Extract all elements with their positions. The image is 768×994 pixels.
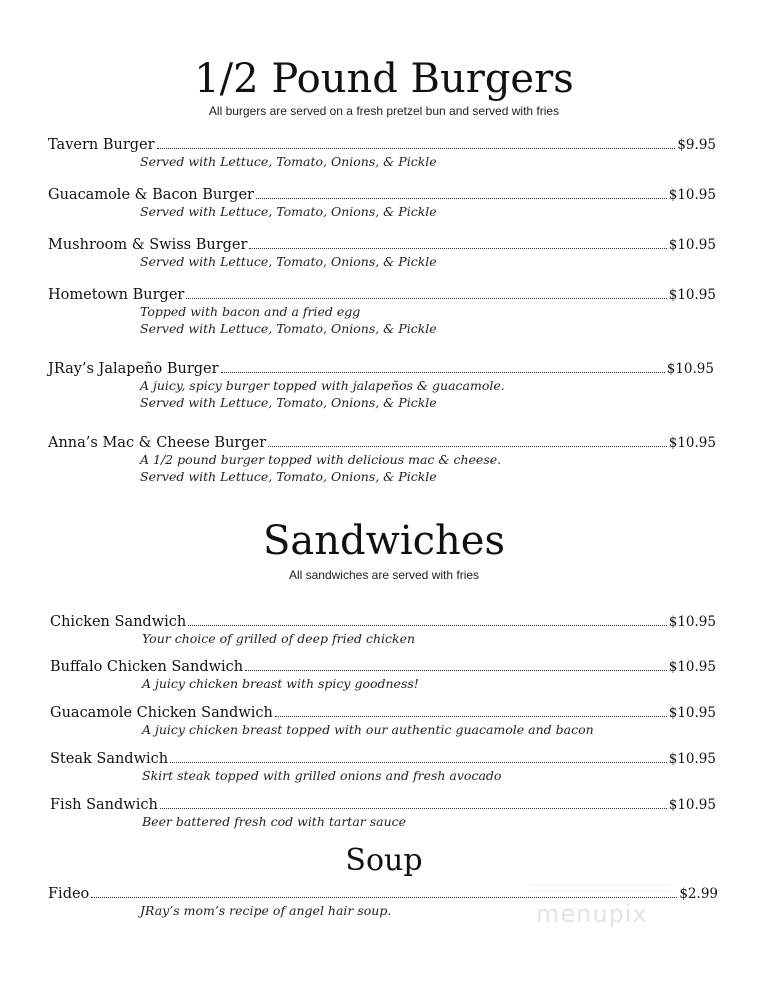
item-name: Tavern Burger [48, 137, 155, 153]
leader-dots [268, 446, 667, 447]
leader-dots [245, 670, 667, 671]
item-price: $10.95 [668, 187, 716, 203]
menu-item [50, 659, 716, 692]
item-description: A juicy, spicy burger topped with jalapeños & guacamole. [140, 378, 505, 393]
item-name: Guacamole & Bacon Burger [48, 187, 254, 203]
item-name: Guacamole Chicken Sandwich [50, 705, 273, 721]
item-price: $10.95 [666, 361, 714, 377]
item-price: $10.95 [668, 435, 716, 451]
item-description: A juicy chicken breast with spicy goodness! [142, 676, 419, 691]
item-name: Mushroom & Swiss Burger [48, 237, 248, 253]
item-price: $10.95 [668, 614, 716, 630]
leader-dots [275, 716, 667, 717]
menu-item [48, 435, 716, 485]
item-name: JRay’s Jalapeño Burger [48, 361, 219, 377]
item-description: JRay’s mom’s recipe of angel hair soup. [140, 903, 392, 918]
item-name: Chicken Sandwich [50, 614, 187, 630]
item-description: Your choice of grilled of deep fried chicken [142, 631, 416, 646]
item-description: Served with Lettuce, Tomato, Onions, & Pickle [140, 154, 437, 169]
item-name: Hometown Burger [48, 287, 185, 303]
leader-dots [249, 248, 666, 249]
leader-dots [157, 148, 676, 149]
item-price: $9.95 [677, 137, 716, 153]
leader-dots [91, 897, 677, 898]
item-description: A juicy chicken breast topped with our authentic guacamole and bacon [142, 722, 594, 737]
item-name: Fideo [48, 886, 90, 902]
leader-dots [188, 625, 667, 626]
leader-dots [186, 298, 666, 299]
item-price: $10.95 [668, 287, 716, 303]
menu-item [48, 187, 716, 220]
item-price: $10.95 [668, 797, 716, 813]
watermark-line [530, 884, 670, 892]
burgers-subtitle: All burgers are served on a fresh pretzel bun and served with fries [208, 104, 560, 118]
menu-item [48, 287, 716, 337]
item-price: $10.95 [668, 705, 716, 721]
menu-item [48, 361, 714, 411]
item-description: Served with Lettuce, Tomato, Onions, & Pickle [140, 254, 437, 269]
item-price: $10.95 [668, 237, 716, 253]
item-description: Served with Lettuce, Tomato, Onions, & Pickle [140, 469, 437, 484]
menu-item [50, 751, 716, 784]
leader-dots [221, 372, 665, 373]
leader-dots [256, 198, 667, 199]
sandwiches-subtitle: All sandwiches are served with fries [288, 568, 480, 582]
soup-title: Soup [345, 843, 423, 878]
item-description: Served with Lettuce, Tomato, Onions, & Pickle [140, 204, 437, 219]
watermark-logo: menupix [536, 900, 648, 928]
sandwiches-title: Sandwiches [262, 518, 505, 564]
item-price: $10.95 [668, 751, 716, 767]
menu-item [48, 137, 716, 170]
item-name: Fish Sandwich [50, 797, 158, 813]
item-description: Served with Lettuce, Tomato, Onions, & Pickle [140, 395, 437, 410]
item-description: Served with Lettuce, Tomato, Onions, & Pickle [140, 321, 437, 336]
burgers-title: 1/2 Pound Burgers [194, 56, 574, 102]
leader-dots [170, 762, 667, 763]
item-description: A 1/2 pound burger topped with delicious mac & cheese. [140, 452, 502, 467]
item-name: Buffalo Chicken Sandwich [50, 659, 244, 675]
menu-item [50, 614, 716, 647]
item-description: Topped with bacon and a fried egg [140, 304, 361, 319]
menu-item [50, 797, 716, 830]
item-price: $10.95 [668, 659, 716, 675]
item-price: $2.99 [679, 886, 718, 902]
item-description: Skirt steak topped with grilled onions and fresh avocado [142, 768, 502, 783]
menu-item [50, 705, 716, 738]
item-name: Anna’s Mac & Cheese Burger [48, 435, 267, 451]
leader-dots [160, 808, 667, 809]
item-description: Beer battered fresh cod with tartar sauce [142, 814, 407, 829]
item-name: Steak Sandwich [50, 751, 169, 767]
menu-item [48, 237, 716, 270]
